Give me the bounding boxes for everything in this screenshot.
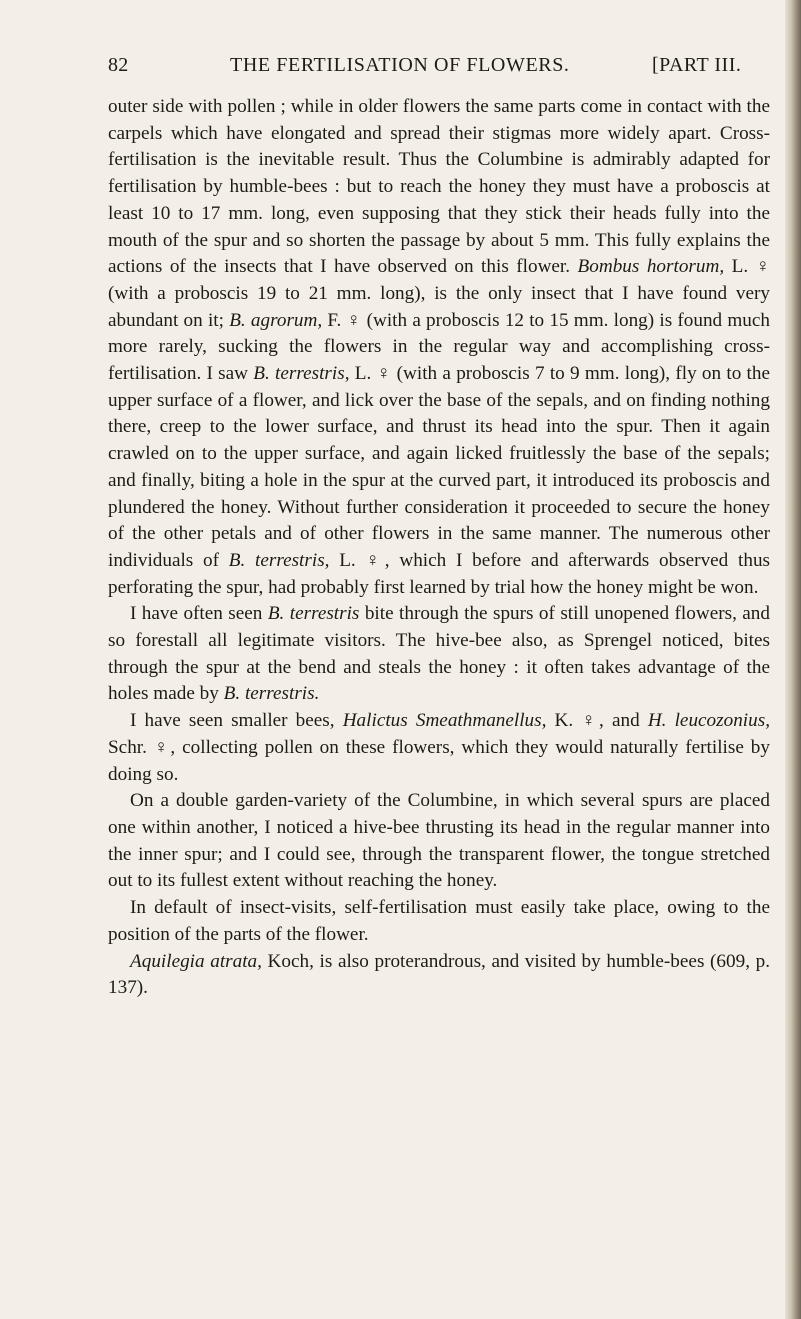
text-run: bite through the spurs of still unopened flowers, and so forestall all legitimate visitors. The hive-bee also, as Sprengel noticed, bites through the spur at the bend and steals the honey : it often takes advantage of the holes made by [108, 603, 770, 705]
page-number: 82 [108, 54, 129, 76]
paragraph [108, 895, 770, 948]
text-run: K. ♀, and [546, 710, 648, 732]
text-run: In default of insect-visits, self-fertilisation must easily take place, owing to the position of the parts of the flower. [108, 897, 770, 945]
text-run: Koch, is also proterandrous, and visited by humble-bees (609, p. 137). [108, 950, 771, 999]
italic-text: Halictus Smeathmanellus, [342, 710, 547, 732]
italic-text: B. terrestris. [223, 683, 320, 705]
italic-text: B. agrorum, [229, 309, 323, 331]
text-run: I have often seen [130, 603, 268, 625]
text-run: L. ♀ (with a proboscis 19 to 21 mm. long), is the only insect that I have found very abundant on it; [108, 256, 770, 331]
paragraph [108, 601, 770, 708]
text-run: L. ♀, which I before and afterwards observed thus perforating the spur, had probably first learned by trial how the honey might be won. [108, 549, 771, 598]
running-title: THE FERTILISATION OF FLOWERS. [230, 54, 570, 76]
body-text [108, 94, 770, 1002]
part-label: [PART III. [652, 54, 742, 76]
italic-text: B. terrestris [267, 603, 360, 625]
text-run: Schr. ♀, collecting pollen on these flowers, which they would naturally fertilise by doing so. [108, 736, 770, 785]
page-edge-shadow [785, 0, 801, 1319]
text-run: I have seen smaller bees, [130, 710, 343, 732]
italic-text: B. terrestris, [228, 549, 330, 571]
paragraph [108, 949, 770, 1002]
text-run: On a double garden-variety of the Columbine, in which several spurs are placed one within another, I noticed a hive-bee thrusting its head in the regular manner into the inner spur; and I could see, through the transparent flower, the tongue stretched out to its fullest extent without reaching the honey. [108, 790, 770, 892]
paragraph [108, 708, 770, 788]
italic-text: H. leucozonius, [647, 710, 770, 732]
text-run: outer side with pollen ; while in older flowers the same parts come in contact with the carpels which have elongated and spread their stigmas more widely apart. Cross-fertilisation is the inevitable result. Thus the Columbine is admirably adapted for fertilisation by humble-bees : but to reach the honey they must have a proboscis at least 10 to 17 mm. long, even supposing that they stick their heads fully into the mouth of the spur and so shorten the passage by about 5 mm. This fully explains the actions of the insects that I have observed on this flower. [108, 96, 770, 278]
text-run: L. ♀ (with a proboscis 7 to 9 mm. long), fly on to the upper surface of a flower, and lick over the base of the sepals, and on finding nothing there, creep to the lower surface, and thrust its head into the spur. Then it again crawled on to the upper surface, and again licked fruitlessly the base of the sepals; and finally, biting a hole in the spur at the curved part, it introduced its proboscis and plundered the honey. Without further consideration it proceeded to secure the honey of the other petals and of other flowers in the same manner. The numerous other individuals of [108, 363, 770, 571]
italic-text: Aquilegia atrata, [130, 950, 262, 972]
paragraph [108, 788, 770, 895]
running-header [108, 54, 768, 88]
paragraph [108, 94, 770, 601]
text-run: F. ♀ (with a proboscis 12 to 15 mm. long) is found much more rarely, sucking the flowers in the regular way and accomplishing cross-fertilisation. I saw [108, 309, 771, 385]
italic-text: B. terrestris, [253, 363, 350, 385]
italic-text: Bombus hortorum, [577, 256, 725, 278]
